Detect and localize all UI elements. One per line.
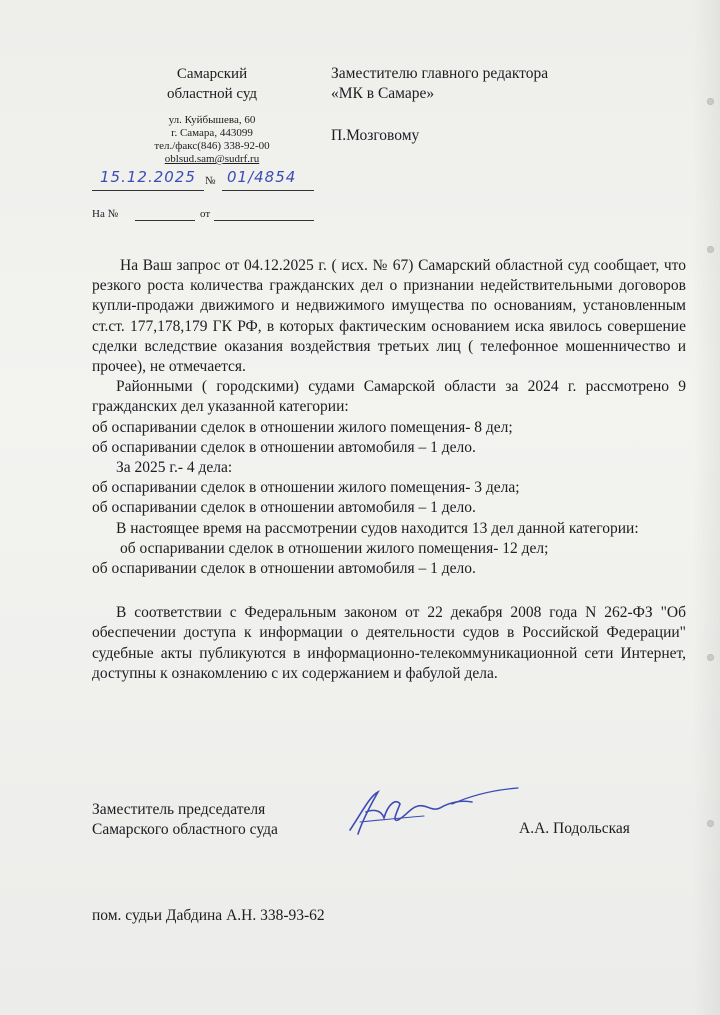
- punch-hole: [707, 246, 714, 253]
- signer-name: А.А. Подольская: [519, 820, 630, 837]
- recipient-publication: «МК в Самаре»: [331, 85, 435, 102]
- paragraph-law-reference: В соответствии с Федеральным законом от 22 декабря 2008 года N 262-ФЗ "Об обеспечении доступа к информации о деятельности судов в Российской Федерации" судебные акты публикуются в информационно-телекоммуникационной сети Интернет, доступны к ознакомлению с их содержанием и фабулой дела.: [92, 604, 686, 682]
- list-item-2025-car: об оспаривании сделок в отношении автомобиля – 1 дело.: [92, 499, 476, 517]
- assistant-contact: пом. судьи Дабдина А.Н. 338-93-62: [92, 907, 325, 924]
- list-item-pending-housing: об оспаривании сделок в отношении жилого помещения- 12 дел;: [120, 539, 549, 557]
- court-email: oblsud.sam@sudrf.ru: [164, 153, 260, 165]
- court-name-line2: областной суд: [166, 86, 258, 102]
- date-underline: [92, 190, 204, 191]
- punch-hole: [707, 820, 714, 827]
- list-item-pending-car: об оспаривании сделок в отношении автомобиля – 1 дело.: [92, 560, 476, 578]
- signer-position-line1: Заместитель председателя: [92, 801, 266, 818]
- recipient-block: [331, 64, 548, 146]
- page-shadow-edge: [692, 0, 720, 1015]
- court-phone: тел./факс(846) 338-92-00: [154, 140, 270, 152]
- handwritten-signature: [340, 782, 530, 842]
- paragraph-2024-stats: Районными ( городскими) судами Самарской области за 2024 г. рассмотрено 9 гражданских дел указанной категории:: [92, 378, 686, 416]
- recipient-name: П.Мозговому: [331, 127, 420, 144]
- address-city: г. Самара, 443099: [171, 127, 253, 139]
- paragraph-pending: В настоящее время на рассмотрении судов находится 13 дел данной категории:: [116, 519, 639, 537]
- signer-position-line2: Самарского областного суда: [92, 821, 278, 838]
- court-name: [150, 64, 274, 104]
- reply-number-underline: [135, 220, 195, 221]
- list-item-2024-housing: об оспаривании сделок в отношении жилого помещения- 8 дел;: [92, 418, 513, 436]
- number-underline: [222, 190, 314, 191]
- address-street: ул. Куйбышева, 60: [168, 114, 256, 126]
- list-item-2024-car: об оспаривании сделок в отношении автомобиля – 1 дело.: [92, 438, 476, 456]
- signer-position: [92, 800, 278, 840]
- list-item-2025-housing: об оспаривании сделок в отношении жилого помещения- 3 дела;: [92, 479, 520, 497]
- reply-number-label: На №: [92, 208, 119, 220]
- reply-date-underline: [214, 220, 314, 221]
- court-name-line1: Самарский: [176, 66, 248, 82]
- paragraph-request-response: На Ваш запрос от 04.12.2025 г. ( исх. № 67) Самарский областной суд сообщает, что резкого роста количества гражданских дел о признании недействительными договоров купли-продажи движимого и недвижимого имущества по основаниям, установленным ст.ст. 177,178,179 ГК РФ, в которых фактическим основанием иска явилось совершение сделки вследствие оказания воздействия третьих лиц ( телефонное мошенничество и прочее), не отмечается.: [92, 257, 686, 376]
- reply-date-label: от: [200, 208, 211, 220]
- registration-number-label: №: [205, 175, 216, 187]
- letter-body: [92, 256, 686, 684]
- registration-date: 15.12.2025: [100, 168, 196, 186]
- recipient-title: Заместителю главного редактора: [331, 65, 549, 82]
- punch-hole: [707, 654, 714, 661]
- registration-number: 01/4854: [227, 168, 297, 186]
- punch-hole: [707, 98, 714, 105]
- court-address: [146, 114, 278, 166]
- paragraph-2025-stats: За 2025 г.- 4 дела:: [116, 459, 233, 477]
